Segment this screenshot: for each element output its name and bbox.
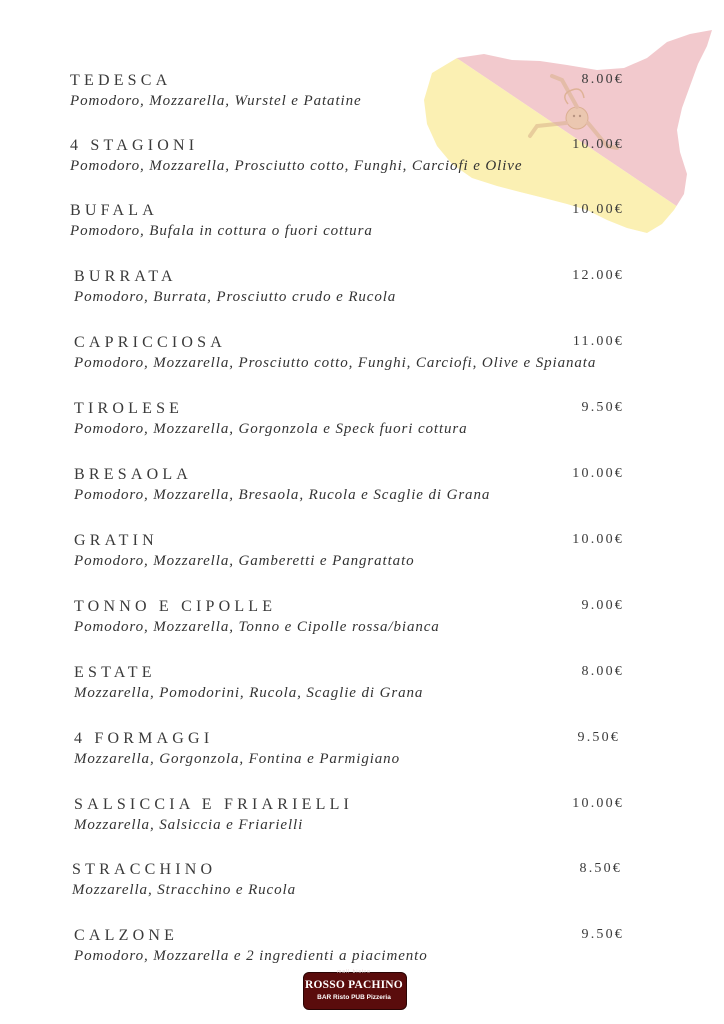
pizza-price: 10.00€: [572, 202, 624, 217]
pizza-name: BURRATA: [74, 268, 177, 285]
pizza-name: SALSICCIA E FRIARIELLI: [74, 796, 354, 813]
pizza-price: 9.50€: [581, 927, 624, 942]
pizza-description: Mozzarella, Pomodorini, Rucola, Scaglie di Grana: [74, 685, 424, 701]
pizza-description: Pomodoro, Mozzarella, Gamberetti e Pangrattato: [74, 553, 415, 569]
pizza-price: 9.50€: [581, 400, 624, 415]
logo-brand: ROSSO PACHINO: [305, 979, 403, 991]
pizza-description: Pomodoro, Mozzarella, Wurstel e Patatine: [70, 93, 362, 109]
pizza-name: TIROLESE: [74, 400, 184, 417]
pizza-name: CAPRICCIOSA: [74, 334, 227, 351]
pizza-price: 9.50€: [577, 730, 620, 745]
pizza-description: Pomodoro, Mozzarella e 2 ingredienti a piacimento: [74, 948, 428, 964]
pizza-price: 11.00€: [572, 334, 624, 349]
pizza-name: GRATIN: [74, 532, 158, 549]
pizza-description: Pomodoro, Mozzarella, Prosciutto cotto, Funghi, Carciofi e Olive: [70, 158, 523, 174]
pizza-price: 10.00€: [572, 466, 624, 481]
pizza-price: 10.00€: [572, 137, 624, 152]
pizza-name: BRESAOLA: [74, 466, 193, 483]
pizza-price: 8.00€: [581, 72, 624, 87]
pizza-price: 9.00€: [581, 598, 624, 613]
logo-tagline: BAR Risto PUB Pizzeria: [317, 994, 391, 1001]
pizza-description: Mozzarella, Salsiccia e Friarielli: [74, 817, 304, 833]
pizza-name: CALZONE: [74, 927, 179, 944]
pizza-description: Pomodoro, Mozzarella, Prosciutto cotto, Funghi, Carciofi, Olive e Spianata: [74, 355, 597, 371]
pizza-name: ESTATE: [74, 664, 156, 681]
pizza-name: TONNO E CIPOLLE: [74, 598, 277, 615]
pizza-price: 12.00€: [572, 268, 624, 283]
pizza-description: Pomodoro, Mozzarella, Gorgonzola e Speck fuori cottura: [74, 421, 468, 437]
pizza-description: Pomodoro, Burrata, Prosciutto crudo e Rucola: [74, 289, 397, 305]
pizza-description: Mozzarella, Stracchino e Rucola: [72, 882, 296, 898]
pizza-name: TEDESCA: [70, 72, 172, 89]
rosso-pachino-logo: [303, 969, 405, 1009]
pizza-description: Pomodoro, Mozzarella, Bresaola, Rucola e Scaglie di Grana: [74, 487, 491, 503]
pizza-description: Mozzarella, Gorgonzola, Fontina e Parmigiano: [74, 751, 400, 767]
pizza-name: STRACCHINO: [72, 861, 217, 878]
logo-plate: [303, 972, 407, 1010]
pizza-description: Pomodoro, Mozzarella, Tonno e Cipolle rossa/bianca: [74, 619, 440, 635]
pizza-description: Pomodoro, Bufala in cottura o fuori cottura: [70, 223, 373, 239]
pizza-price: 10.00€: [572, 796, 624, 811]
pizza-name: 4 STAGIONI: [70, 137, 199, 154]
pizza-price: 8.50€: [579, 861, 622, 876]
pizza-price: 10.00€: [572, 532, 624, 547]
pizza-price: 8.00€: [581, 664, 624, 679]
pizza-name: 4 FORMAGGI: [74, 730, 214, 747]
logo-small-text: mall bistro: [337, 969, 371, 975]
pizza-name: BUFALA: [70, 202, 159, 219]
